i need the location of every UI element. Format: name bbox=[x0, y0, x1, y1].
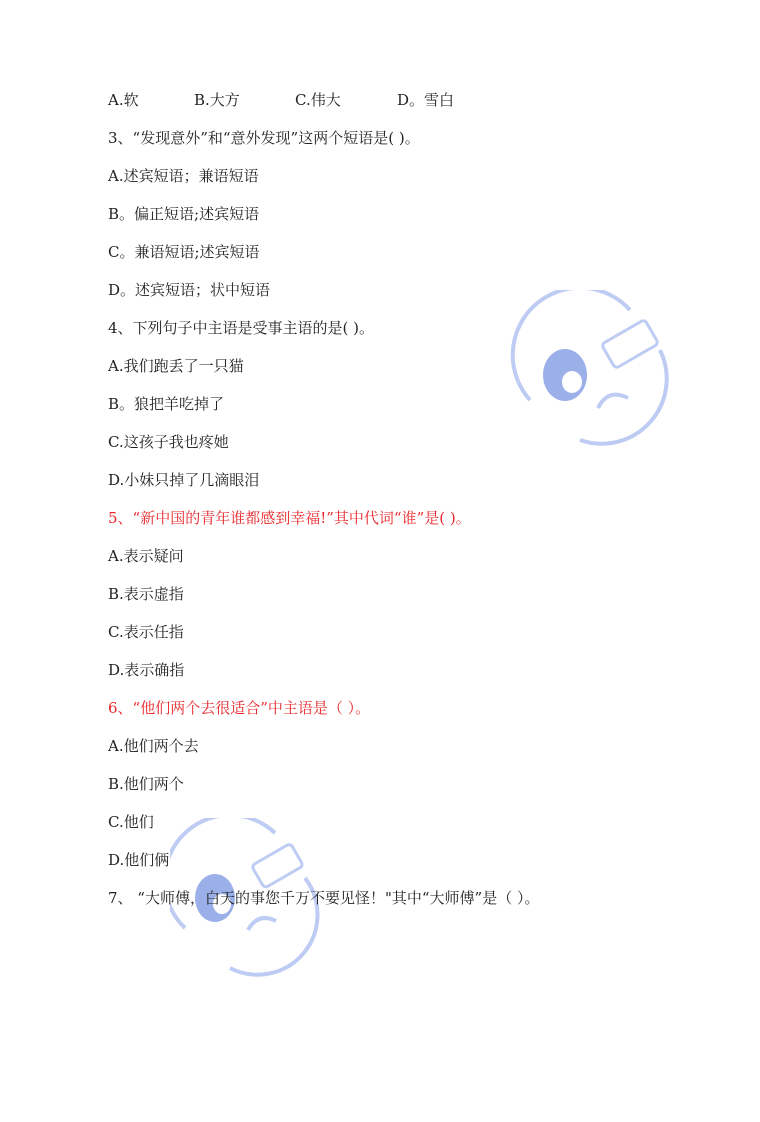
option-a: A.他们两个去 bbox=[108, 737, 199, 755]
option-a: A.表示疑问 bbox=[108, 547, 184, 565]
question-6-stem: 6、“他们两个去很适合”中主语是（ ）。 bbox=[108, 699, 371, 717]
option-b: B.表示虚指 bbox=[108, 585, 184, 603]
option-a: A.软 bbox=[108, 91, 139, 109]
option-d: D.表示确指 bbox=[108, 661, 185, 679]
q2-options bbox=[108, 90, 508, 110]
option-d: D.他们俩 bbox=[108, 851, 170, 869]
option-b: B。偏正短语;述宾短语 bbox=[108, 205, 260, 223]
option-b: B.他们两个 bbox=[108, 775, 184, 793]
option-b: B。狼把羊吃掉了 bbox=[108, 395, 225, 413]
stamp-logo-icon bbox=[510, 290, 680, 460]
option-d: D。述宾短语；状中短语 bbox=[108, 281, 271, 299]
question-4-stem: 4、下列句子中主语是受事主语的是( )。 bbox=[108, 319, 375, 337]
option-c: C.他们 bbox=[108, 813, 154, 831]
option-a: A.述宾短语；兼语短语 bbox=[108, 167, 259, 185]
option-c: C。兼语短语;述宾短语 bbox=[108, 243, 260, 261]
option-a: A.我们跑丢了一只猫 bbox=[108, 357, 244, 375]
question-7-stem: 7、 “大师傅，白天的事您千万不要见怪！"其中“大师傅”是（ ）。 bbox=[108, 889, 540, 907]
option-d: D。雪白 bbox=[397, 91, 455, 109]
option-c: C.表示任指 bbox=[108, 623, 184, 641]
option-c: C.伟大 bbox=[295, 91, 341, 109]
watermark-stamp-top bbox=[510, 290, 680, 460]
option-c: C.这孩子我也疼她 bbox=[108, 433, 229, 451]
option-b: B.大方 bbox=[194, 91, 240, 109]
question-5-stem: 5、“新中国的青年谁都感到幸福!”其中代词“谁”是( )。 bbox=[108, 509, 471, 527]
question-3-stem: 3、“发现意外”和“意外发现”这两个短语是( )。 bbox=[108, 129, 420, 147]
option-d: D.小妹只掉了几滴眼泪 bbox=[108, 471, 260, 489]
